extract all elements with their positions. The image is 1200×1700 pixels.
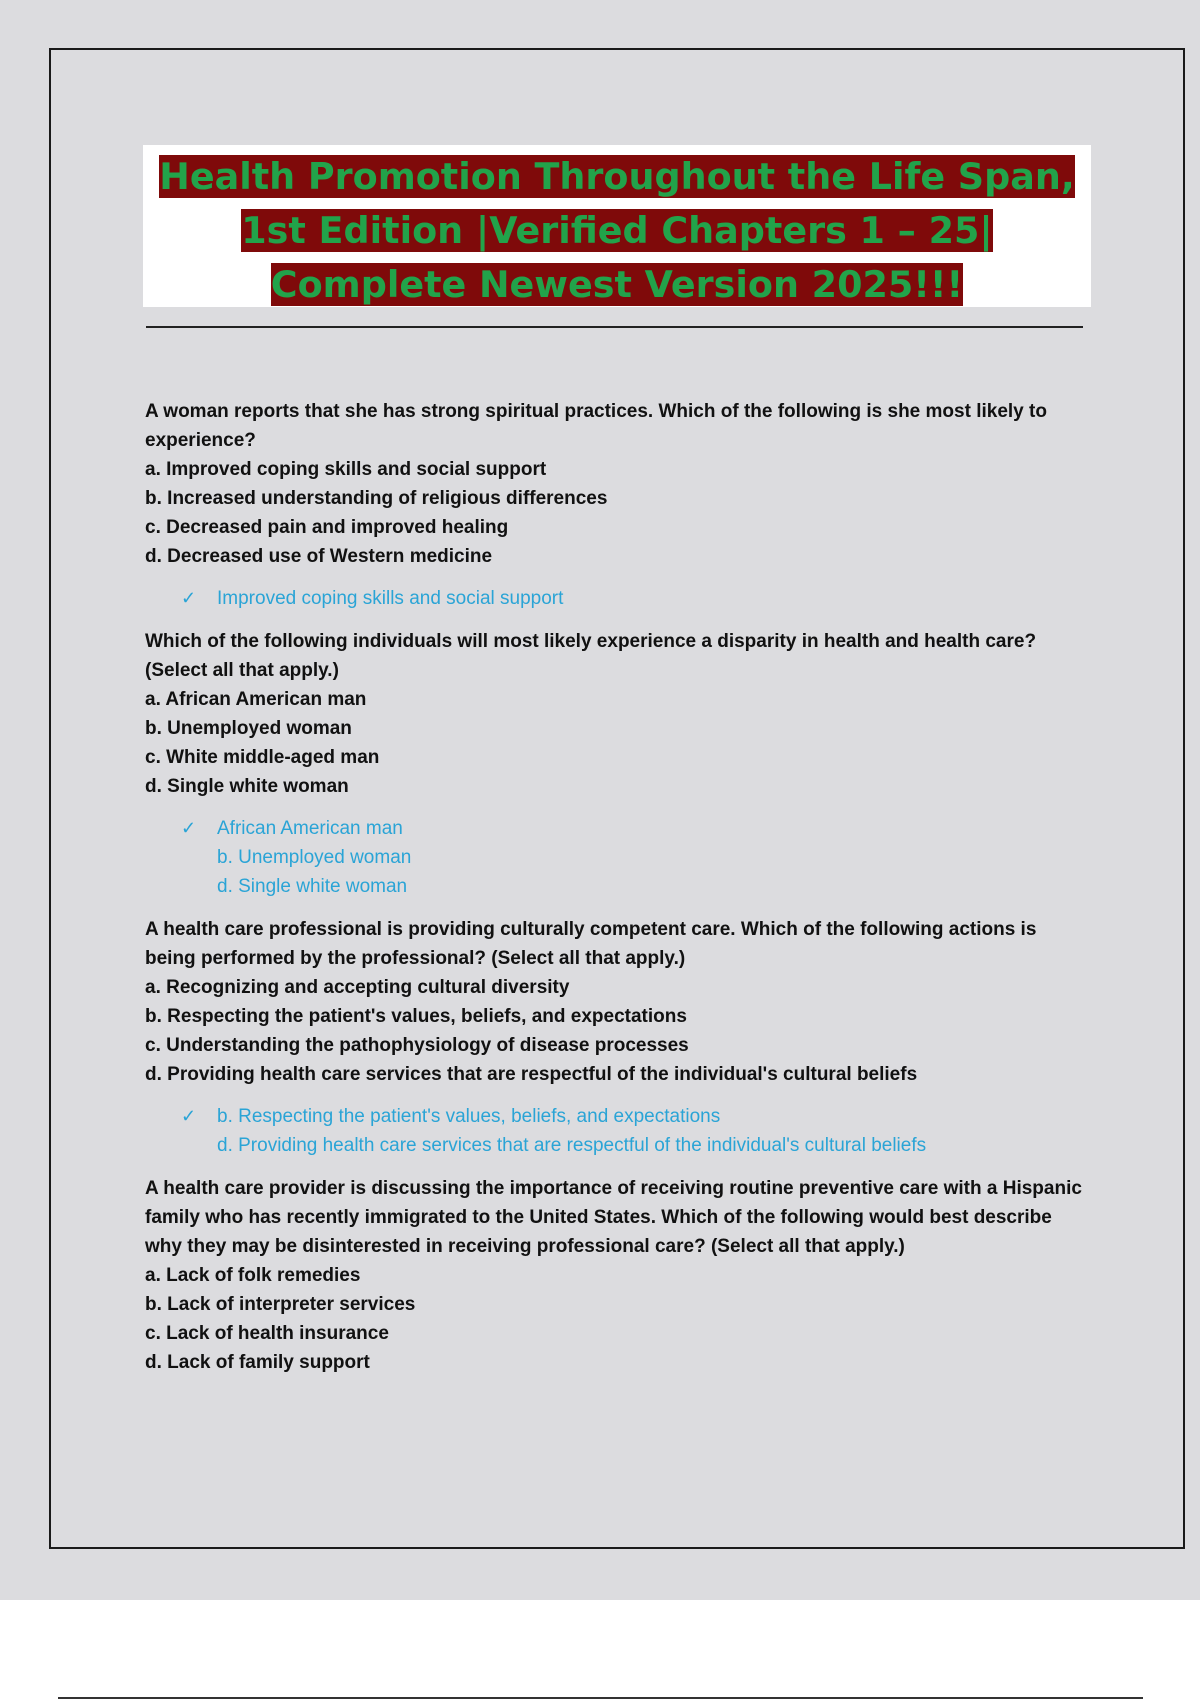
option-item: c. White middle-aged man	[145, 747, 380, 768]
option-item: c. Decreased pain and improved healing	[145, 517, 509, 538]
question-text: Which of the following individuals will most likely experience a disparity in health and health care? (Select all that apply.)	[145, 631, 1037, 681]
option-item: d. Single white woman	[145, 776, 349, 797]
title-banner	[143, 145, 1091, 307]
question-text: A health care professional is providing culturally competent care. Which of the following actions is being performed by the professional? (Select all that apply.)	[145, 919, 1037, 969]
option-item: a. Recognizing and accepting cultural diversity	[145, 977, 570, 998]
answer-list	[145, 814, 1085, 901]
footer-rule	[58, 1697, 1143, 1699]
option-item: b. Respecting the patient's values, beliefs, and expectations	[145, 1006, 687, 1027]
question-block	[145, 1174, 1085, 1391]
question-block	[145, 627, 1085, 901]
document-title	[143, 150, 1091, 312]
option-item: b. Unemployed woman	[145, 718, 352, 739]
option-item: c. Understanding the pathophysiology of disease processes	[145, 1035, 689, 1056]
question-list	[145, 397, 1085, 1391]
checkmark-icon: ✓	[181, 588, 197, 608]
answer-list	[145, 584, 1085, 613]
answer-list	[145, 1102, 1085, 1160]
option-item: b. Lack of interpreter services	[145, 1294, 416, 1315]
title-divider	[146, 326, 1083, 328]
option-item: b. Increased understanding of religious differences	[145, 488, 608, 509]
answer-text: Improved coping skills and social support	[217, 588, 564, 609]
answer-text: b. Respecting the patient's values, beliefs, and expectations	[217, 1106, 721, 1127]
option-list	[145, 973, 1085, 1089]
answer-item	[217, 1131, 1085, 1160]
option-item: d. Providing health care services that are respectful of the individual's cultural beliefs	[145, 1064, 918, 1085]
option-item: c. Lack of health insurance	[145, 1323, 389, 1344]
option-item: d. Decreased use of Western medicine	[145, 546, 493, 567]
answer-text: African American man	[217, 818, 403, 839]
option-item: d. Lack of family support	[145, 1352, 370, 1373]
title-highlight: Health Promotion Throughout the Life Span, 1st Edition |Verified Chapters 1 – 25| Complete Newest Version 2025!!!	[159, 155, 1075, 306]
answer-item	[181, 584, 1085, 613]
answer-text: b. Unemployed woman	[217, 847, 412, 868]
option-item: a. Improved coping skills and social support	[145, 459, 547, 480]
question-text: A woman reports that she has strong spiritual practices. Which of the following is she most likely to experience?	[145, 401, 1047, 451]
option-item: a. African American man	[145, 689, 367, 710]
answer-item	[217, 843, 1085, 872]
option-item: a. Lack of folk remedies	[145, 1265, 361, 1286]
answer-item	[181, 1102, 1085, 1131]
checkmark-icon: ✓	[181, 1106, 197, 1126]
checkmark-icon: ✓	[181, 818, 197, 838]
answer-text: d. Single white woman	[217, 876, 408, 897]
answer-item	[217, 872, 1085, 901]
option-list	[145, 1261, 1085, 1377]
answer-text: d. Providing health care services that are respectful of the individual's cultural beliefs	[217, 1135, 927, 1156]
question-block	[145, 397, 1085, 613]
option-list	[145, 455, 1085, 571]
option-list	[145, 685, 1085, 801]
question-block	[145, 915, 1085, 1160]
question-text: A health care provider is discussing the importance of receiving routine preventive care with a Hispanic family who has recently immigrated to the United States. Which of the following would best describe why they may be disinterested in receiving professional care? (Select all that apply.)	[145, 1178, 1082, 1257]
answer-item	[181, 814, 1085, 843]
